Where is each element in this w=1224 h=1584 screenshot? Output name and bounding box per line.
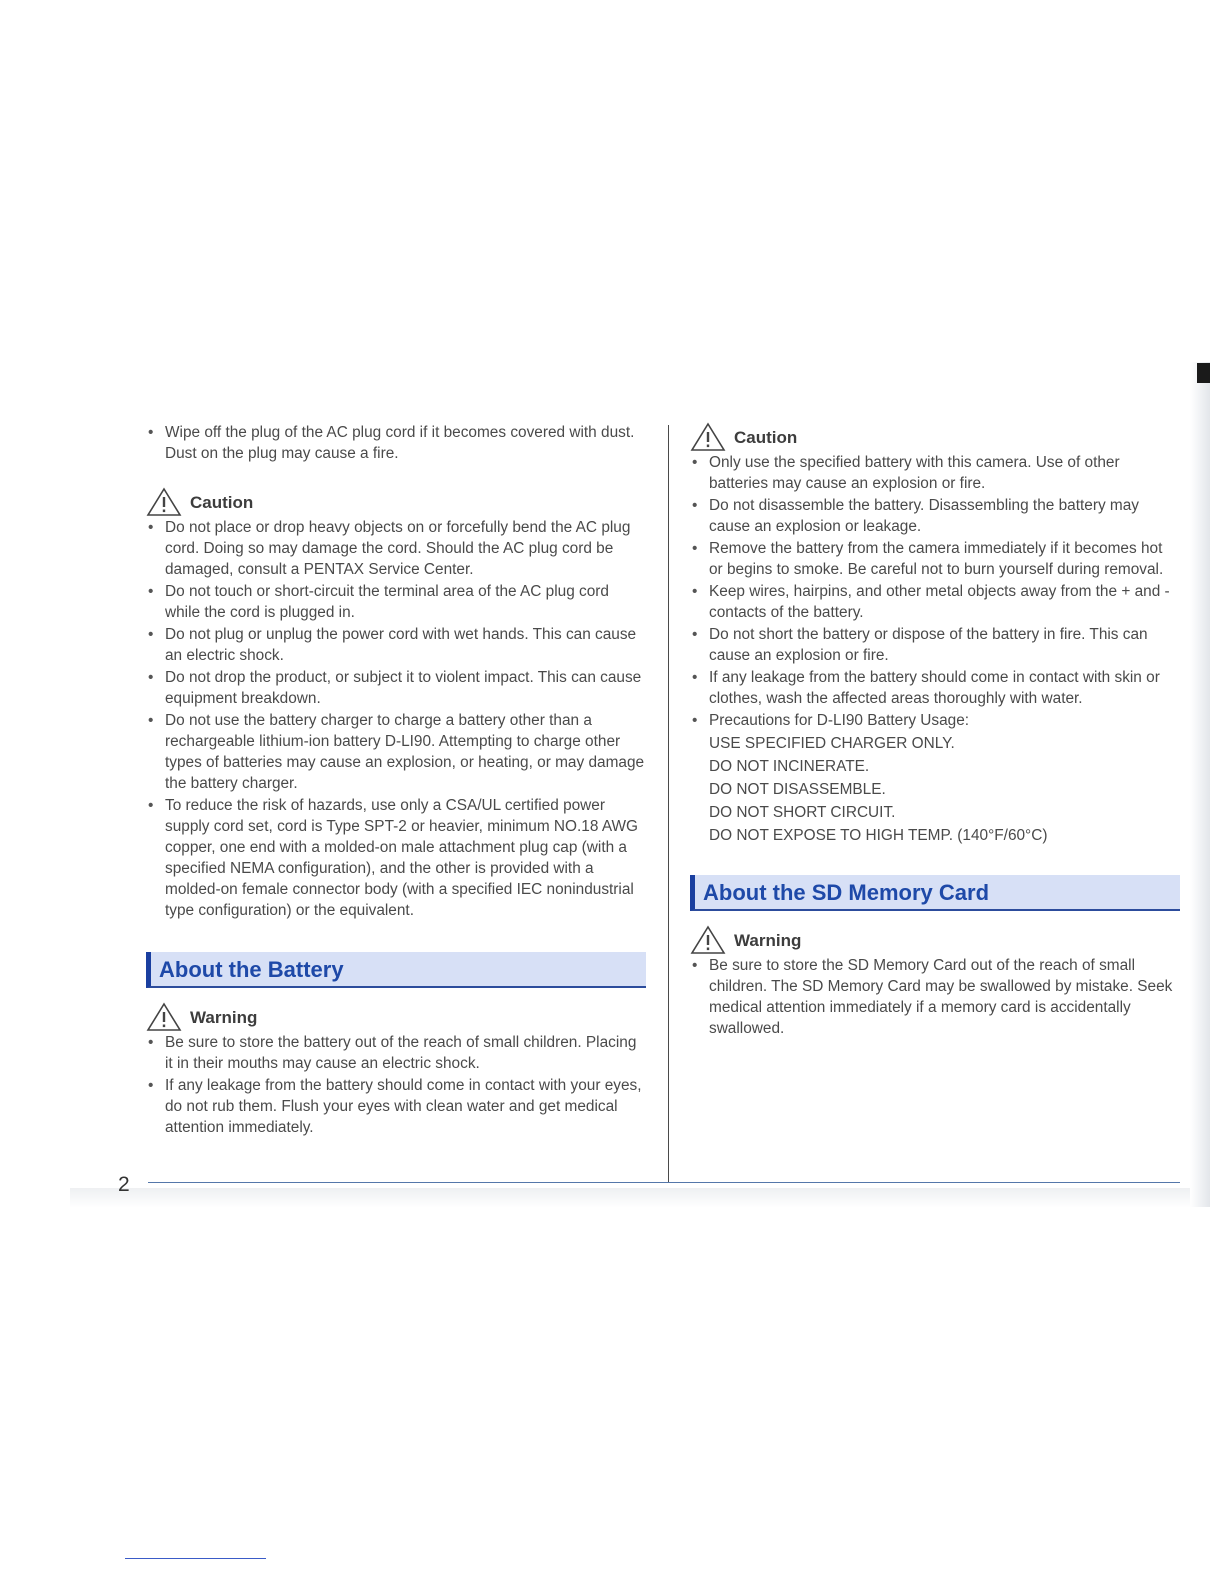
list-item: • Wipe off the plug of the AC plug cord if it becomes covered with dust. Dust on the plug may cause a fire. bbox=[148, 424, 635, 462]
list-item: • Be sure to store the SD Memory Card out of the reach of small children. The SD Memory Card may be swallowed by mistake. Seek medical attention immediately if a memory card is accidentally swallowed. bbox=[692, 957, 1173, 1037]
usage-line: DO NOT SHORT CIRCUIT. bbox=[709, 804, 896, 821]
usage-line: DO NOT INCINERATE. bbox=[709, 758, 870, 775]
caution-heading: Caution bbox=[690, 422, 1180, 452]
sd-warning-list bbox=[690, 955, 1180, 1039]
warning-heading: Warning bbox=[690, 925, 1180, 955]
caution-list bbox=[146, 517, 646, 921]
column-divider bbox=[668, 425, 669, 1183]
list-item: • Only use the specified battery with this camera. Use of other batteries may cause an explosion or fire. bbox=[692, 454, 1120, 492]
section-title-sd-card: About the SD Memory Card bbox=[690, 875, 1180, 911]
list-item: • Do not drop the product, or subject it to violent impact. This can cause equipment breakdown. bbox=[148, 669, 642, 707]
list-item: • Precautions for D-LI90 Battery Usage: bbox=[692, 712, 970, 729]
warning-triangle-icon bbox=[690, 925, 726, 955]
intro-list bbox=[146, 422, 646, 464]
list-item: • If any leakage from the battery should come in contact with your eyes, do not rub them. Flush your eyes with clean water and get medical attention immediately. bbox=[148, 1077, 642, 1136]
list-item: • If any leakage from the battery should come in contact with skin or clothes, wash the affected areas thoroughly with water. bbox=[692, 669, 1160, 707]
warning-triangle-icon bbox=[146, 1002, 182, 1032]
warning-triangle-icon bbox=[146, 487, 182, 517]
scan-shadow bbox=[70, 1188, 1210, 1208]
page-number: 2 bbox=[118, 1173, 130, 1196]
list-item: • Do not disassemble the battery. Disassembling the battery may cause an explosion or leakage. bbox=[692, 497, 1139, 535]
usage-line: DO NOT EXPOSE TO HIGH TEMP. (140°F/60°C) bbox=[709, 827, 1048, 844]
list-item: • Keep wires, hairpins, and other metal objects away from the + and - contacts of the battery. bbox=[692, 583, 1170, 621]
warning-triangle-icon bbox=[690, 422, 726, 452]
usage-line: DO NOT DISASSEMBLE. bbox=[709, 781, 886, 798]
list-item: • Do not short the battery or dispose of the battery in fire. This can cause an explosion or fire. bbox=[692, 626, 1148, 664]
battery-warning-list bbox=[146, 1032, 646, 1138]
list-item: • Do not touch or short-circuit the terminal area of the AC plug cord while the cord is plugged in. bbox=[148, 583, 609, 621]
page-edge-shadow bbox=[1190, 362, 1210, 1207]
battery-usage-precautions bbox=[690, 732, 1180, 847]
right-column bbox=[690, 422, 1180, 1040]
warning-heading: Warning bbox=[146, 1002, 646, 1032]
list-item: • To reduce the risk of hazards, use only a CSA/UL certified power supply cord set, cord is Type SPT-2 or heavier, minimum NO.18 AWG copper, one end with a molded-on male attachment plug cap (with a specified NEMA configuration), and the other is provided with a molded-on female connector body (with a specified IEC nonindustrial type configuration) or the equivalent. bbox=[148, 797, 639, 919]
battery-caution-list bbox=[690, 452, 1180, 731]
section-title-battery: About the Battery bbox=[146, 952, 646, 988]
list-item: • Be sure to store the battery out of the reach of small children. Placing it in their mouths may cause an electric shock. bbox=[148, 1034, 637, 1072]
bottom-underline bbox=[125, 1558, 266, 1559]
usage-line: USE SPECIFIED CHARGER ONLY. bbox=[709, 735, 955, 752]
list-item: • Do not place or drop heavy objects on or forcefully bend the AC plug cord. Doing so may damage the cord. Should the AC plug cord be damaged, consult a PENTAX Service Center. bbox=[148, 519, 631, 578]
left-column bbox=[146, 422, 646, 1139]
edge-mark bbox=[1197, 363, 1210, 383]
list-item: • Do not plug or unplug the power cord with wet hands. This can cause an electric shock. bbox=[148, 626, 637, 664]
footer-rule bbox=[148, 1182, 1180, 1183]
list-item: • Remove the battery from the camera immediately if it becomes hot or begins to smoke. Be careful not to burn yourself during removal. bbox=[692, 540, 1164, 578]
list-item: • Do not use the battery charger to charge a battery other than a rechargeable lithium-ion battery D-LI90. Attempting to charge other types of batteries may cause an explosion, or heating, or may damage the battery charger. bbox=[148, 712, 645, 792]
caution-heading: Caution bbox=[146, 487, 646, 517]
